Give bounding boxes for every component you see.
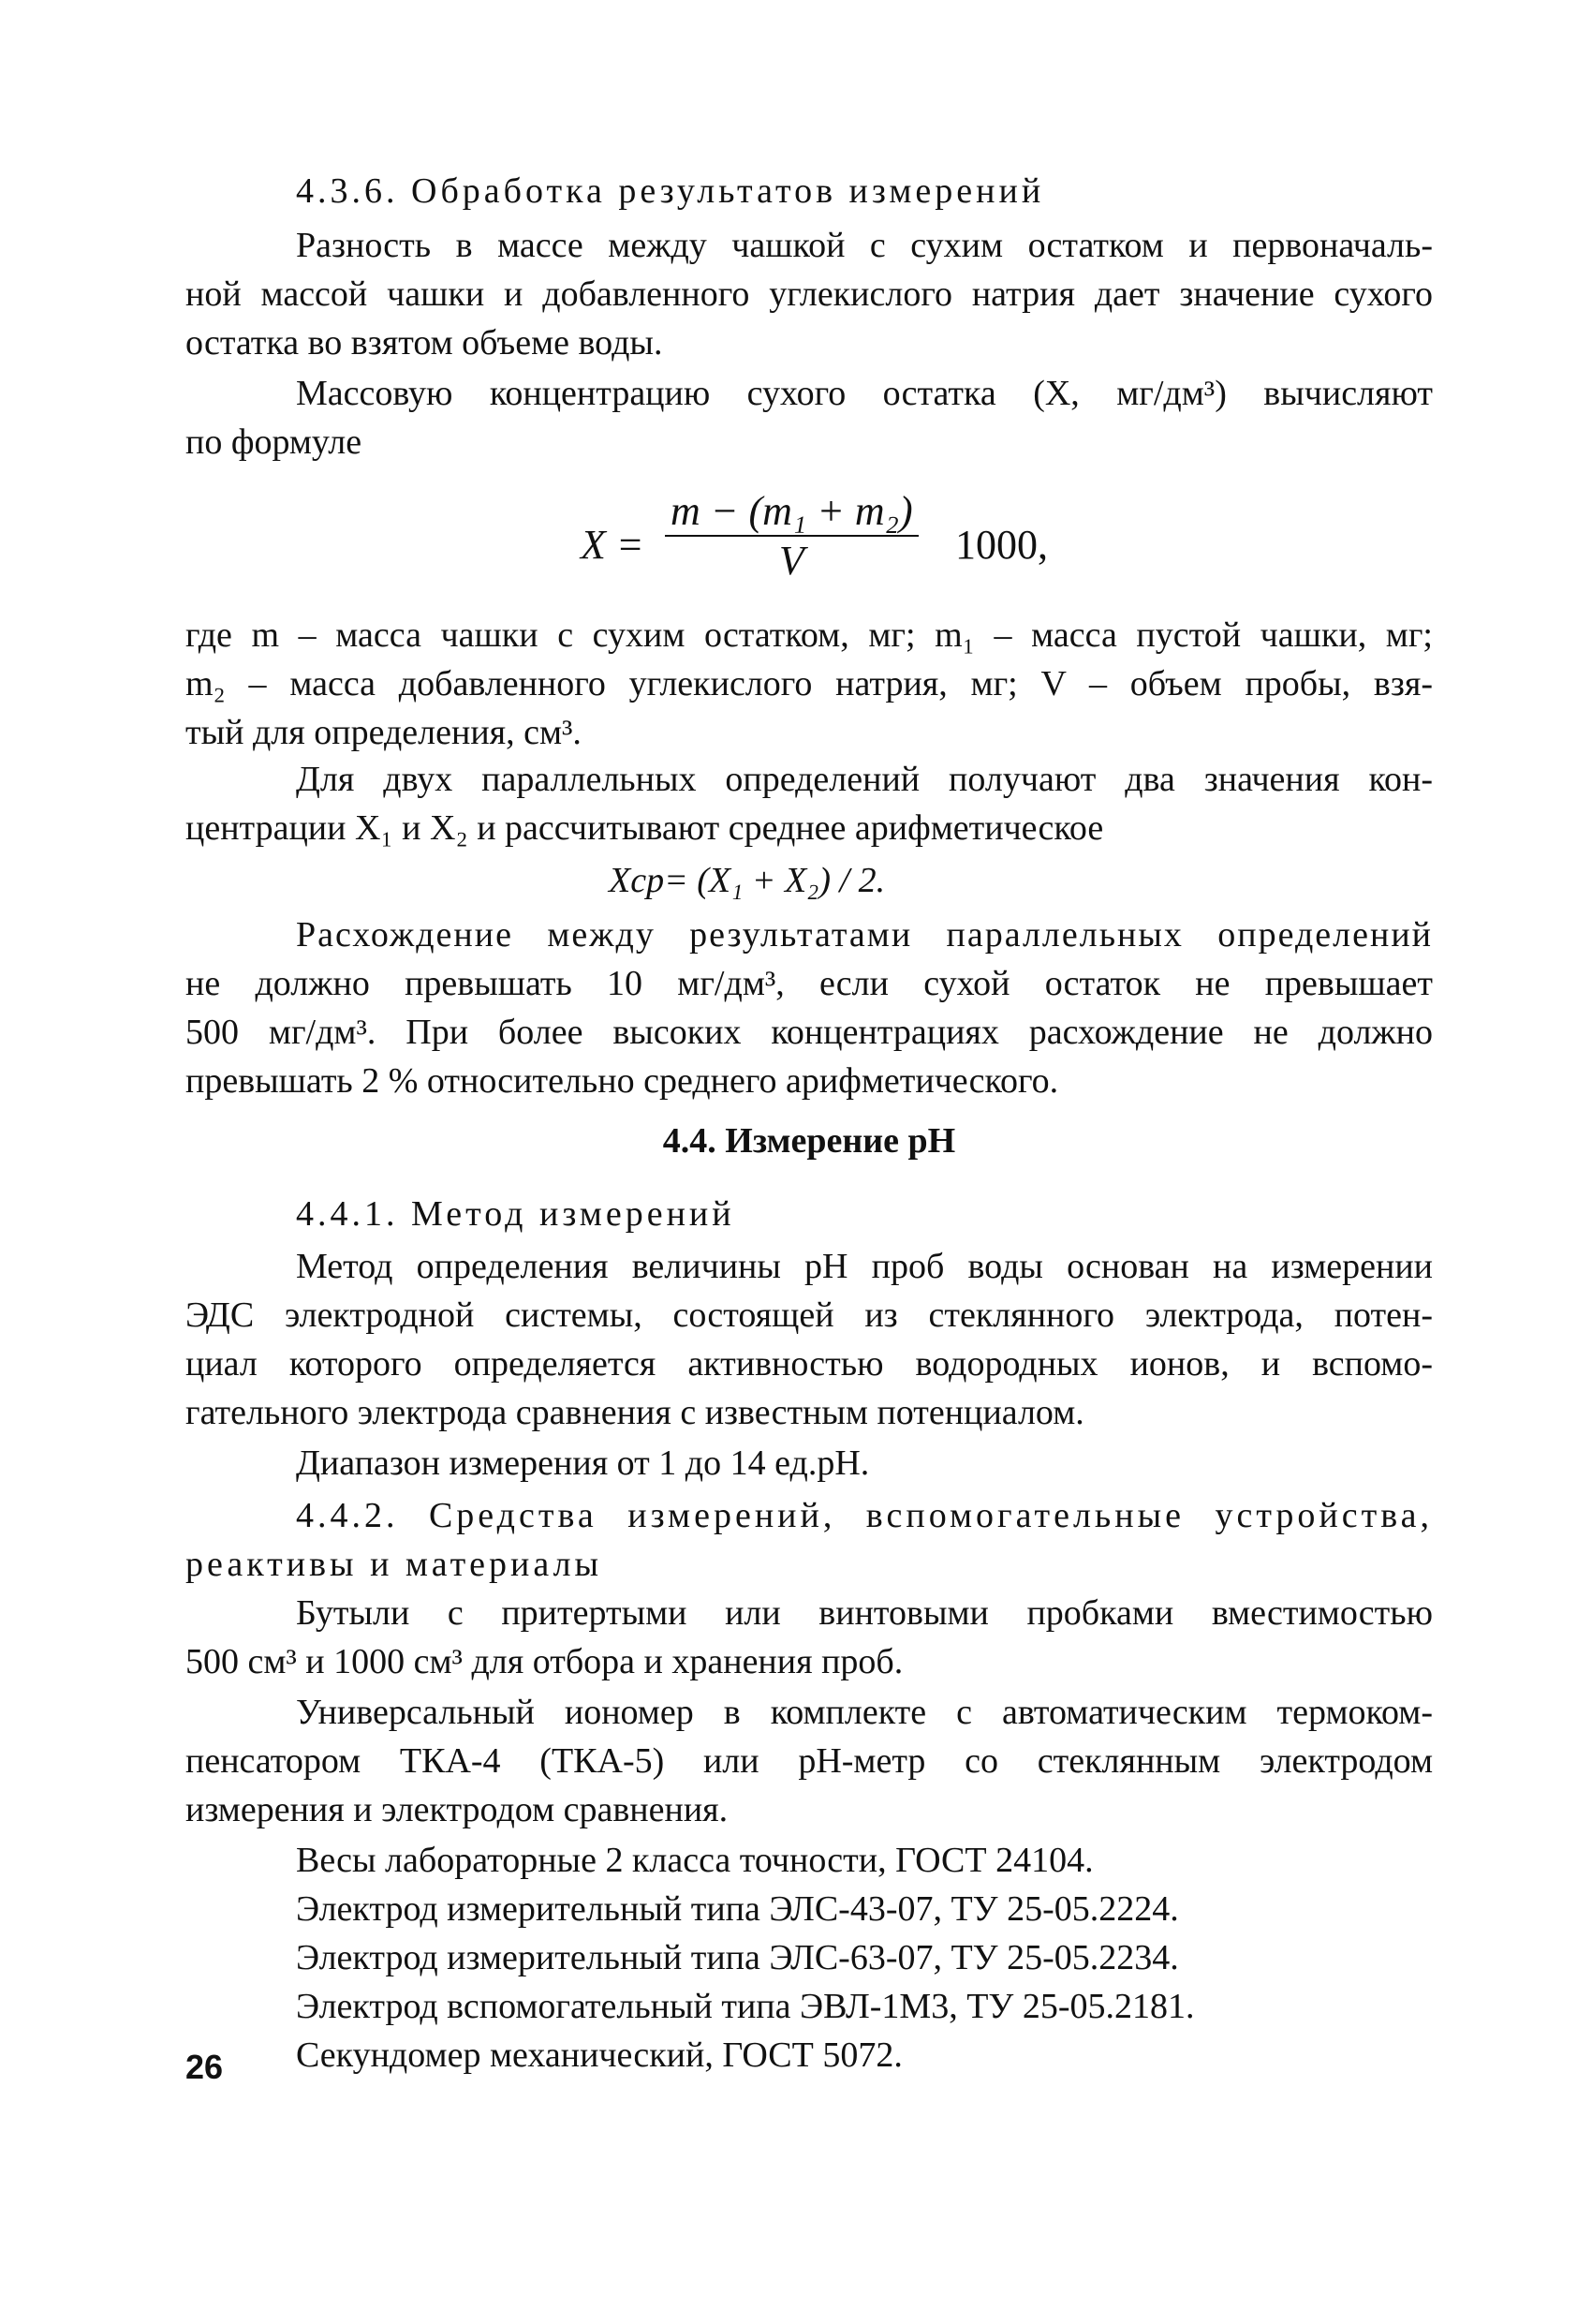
formula-lhs: X =	[581, 522, 644, 568]
paragraph-bottles: Бутыли с притертыми или винтовыми пробками вместимостью 500 см³ и 1000 см³ для отбора и хранения проб.	[185, 1593, 1433, 1681]
section-heading-4-4: 4.4. Измерение рН	[662, 1121, 956, 1161]
paragraph-concentration-intro: Массовую концентрацию сухого остатка (X, мг/дм³) вычисляют по формуле	[185, 374, 1433, 462]
section-title-4-3-6: 4.3.6. Обработка результатов измерений	[296, 171, 1045, 211]
list-item: Электрод вспомогательный типа ЭВЛ-1М3, ТУ 25-05.2181.	[296, 1987, 1195, 2026]
page-number: 26	[185, 2048, 224, 2086]
list-item: Весы лабораторные 2 класса точности, ГОСТ 24104.	[296, 1841, 1094, 1880]
paragraph-parallel-determinations: Для двух параллельных определений получают два значения кон- центрации X₁ и X₂ и рассчитывают среднее арифметическое	[185, 760, 1433, 848]
equipment-list	[185, 1836, 1433, 2080]
formula-fraction	[665, 487, 919, 585]
section-title-4-4-2: 4.4.2. Средства измерений, вспомогательные устройства, реактивы и материалы	[185, 1496, 1433, 1584]
formula-mean: Xср= (X₁ + X₂) / 2.	[609, 861, 886, 900]
paragraph-ionomer: Универсальный иономер в комплекте с автоматическим термоком- пенсатором ТКА-4 (ТКА-5) или рН-метр со стеклянным электродом измерения и электродом сравнения.	[185, 1693, 1433, 1829]
paragraph-mass-difference: Разность в массе между чашкой с сухим остатком и первоначаль- ной массой чашки и добавленного углекислого натрия дает значение сухого остатка во взятом объеме воды.	[185, 226, 1433, 363]
formula-denominator: V	[778, 538, 804, 584]
paragraph-variable-definitions: где m – масса чашки с сухим остатком, мг; m₁ – масса пустой чашки, мг; m₂ – масса добавленного углекислого натрия, мг; V – объем пробы, взя- тый для определения, см³.	[185, 615, 1433, 752]
list-item: Электрод измерительный типа ЭЛС-63-07, ТУ 25-05.2234.	[296, 1938, 1179, 1977]
paragraph-ph-method: Метод определения величины рН проб воды основан на измерении ЭДС электродной системы, состоящей из стеклянного электрода, потен- циал которого определяется активностью водородных ионов, и вспомо- гательного электрода сравнения с известным потенциалом.	[185, 1247, 1433, 1432]
list-item: Секундомер механический, ГОСТ 5072.	[296, 2035, 903, 2075]
list-item: Электрод измерительный типа ЭЛС-43-07, ТУ 25-05.2224.	[296, 1889, 1179, 1929]
paragraph-measurement-range: Диапазон измерения от 1 до 14 ед.рН.	[296, 1443, 870, 1483]
formula-factor: 1000,	[955, 522, 1048, 568]
paragraph-discrepancy: Расхождение между результатами параллельных определений не должно превышать 10 мг/дм³, если сухой остаток не превышает 500 мг/дм³. При более высоких концентрациях расхождение не должно превышать 2 % относительно среднего арифметического.	[185, 915, 1433, 1101]
formula-numerator: m − (m₁ + m₂)	[665, 487, 919, 537]
formula-dry-residue	[581, 487, 1142, 600]
section-title-4-4-1: 4.4.1. Метод измерений	[296, 1194, 735, 1234]
